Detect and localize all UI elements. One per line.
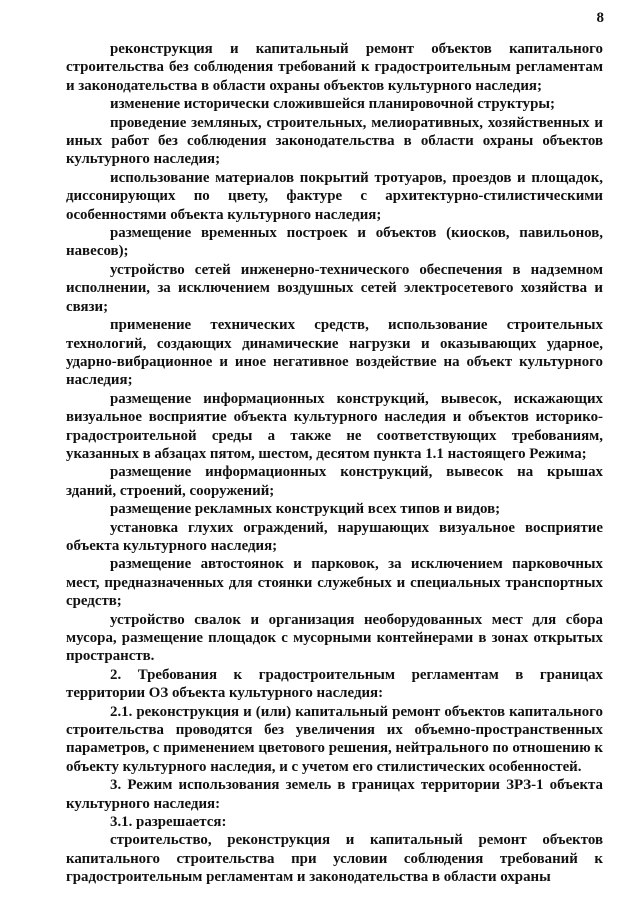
paragraph-2: изменение исторически сложившейся планировочной структуры; <box>110 96 555 113</box>
paragraph-1: реконструкция и капитальный ремонт объектов капитального строительства без соблюдения требований к градостроительным регламентам и законодательства в области охраны объектов культурного наследия; <box>66 41 603 94</box>
paragraph-7: применение технических средств, использование строительных технологий, создающих динамические нагрузки и оказывающих ударное, ударно-вибрационное и иное негативное воздействие на объект культурного наследия; <box>66 317 603 389</box>
paragraph-5: размещение временных построек и объектов (киосков, павильонов, навесов); <box>66 225 603 260</box>
paragraph-13: устройство свалок и организация необорудованных мест для сбора мусора, размещение площадок с мусорными контейнерами в зонах открытых пространств. <box>66 611 603 665</box>
clause-3-1: 3.1. разрешается: <box>110 814 227 831</box>
paragraph-final: строительство, реконструкция и капитальный ремонт объектов капитального строительства при условии соблюдения требований к градостроительным регламентам и законодательства в области охраны <box>66 832 603 886</box>
section-3-heading: 3. Режим использования земель в границах территории ЗРЗ-1 объекта культурного наследия: <box>66 777 603 812</box>
paragraph-12: размещение автостоянок и парковок, за исключением парковочных мест, предназначенных для стоянки служебных и специальных транспортных средств; <box>66 556 603 610</box>
document-body <box>66 40 603 887</box>
page-number: 8 <box>596 10 604 26</box>
paragraph-10: размещение рекламных конструкций всех типов и видов; <box>110 501 501 518</box>
section-2-heading: 2. Требования к градостроительным регламентам в границах территории ОЗ объекта культурного наследия: <box>66 666 603 702</box>
paragraph-8: размещение информационных конструкций, вывесок, искажающих визуальное восприятие объекта культурного наследия и объектов историко-градостроительной среды а также не соответствующих требованиям, указанных в абзацах пятом, шестом, десятом пункта 1.1 настоящего Режима; <box>66 390 603 462</box>
paragraph-3: проведение земляных, строительных, мелиоративных, хозяйственных и иных работ без соблюдения законодательства в области охраны объектов культурного наследия; <box>66 114 603 168</box>
paragraph-6: устройство сетей инженерно-технического обеспечения в надземном исполнении, за исключением воздушных сетей электросетевого хозяйства и связи; <box>66 261 603 315</box>
clause-2-1: 2.1. реконструкция и (или) капитальный ремонт объектов капитального строительства проводятся без увеличения их объемно-пространственных параметров, с применением цветового решения, нейтрального по отношению к объекту культурного наследия, и с учетом его стилистических особенностей. <box>66 703 603 775</box>
paragraph-11: установка глухих ограждений, нарушающих визуальное восприятие объекта культурного наследия; <box>66 519 603 554</box>
paragraph-4: использование материалов покрытий тротуаров, проездов и площадок, диссонирующих по цвету, фактуре с архитектурно-стилистическими особенностями объекта культурного наследия; <box>66 169 603 223</box>
paragraph-9: размещение информационных конструкций, вывесок на крышах зданий, строений, сооружений; <box>66 464 603 499</box>
